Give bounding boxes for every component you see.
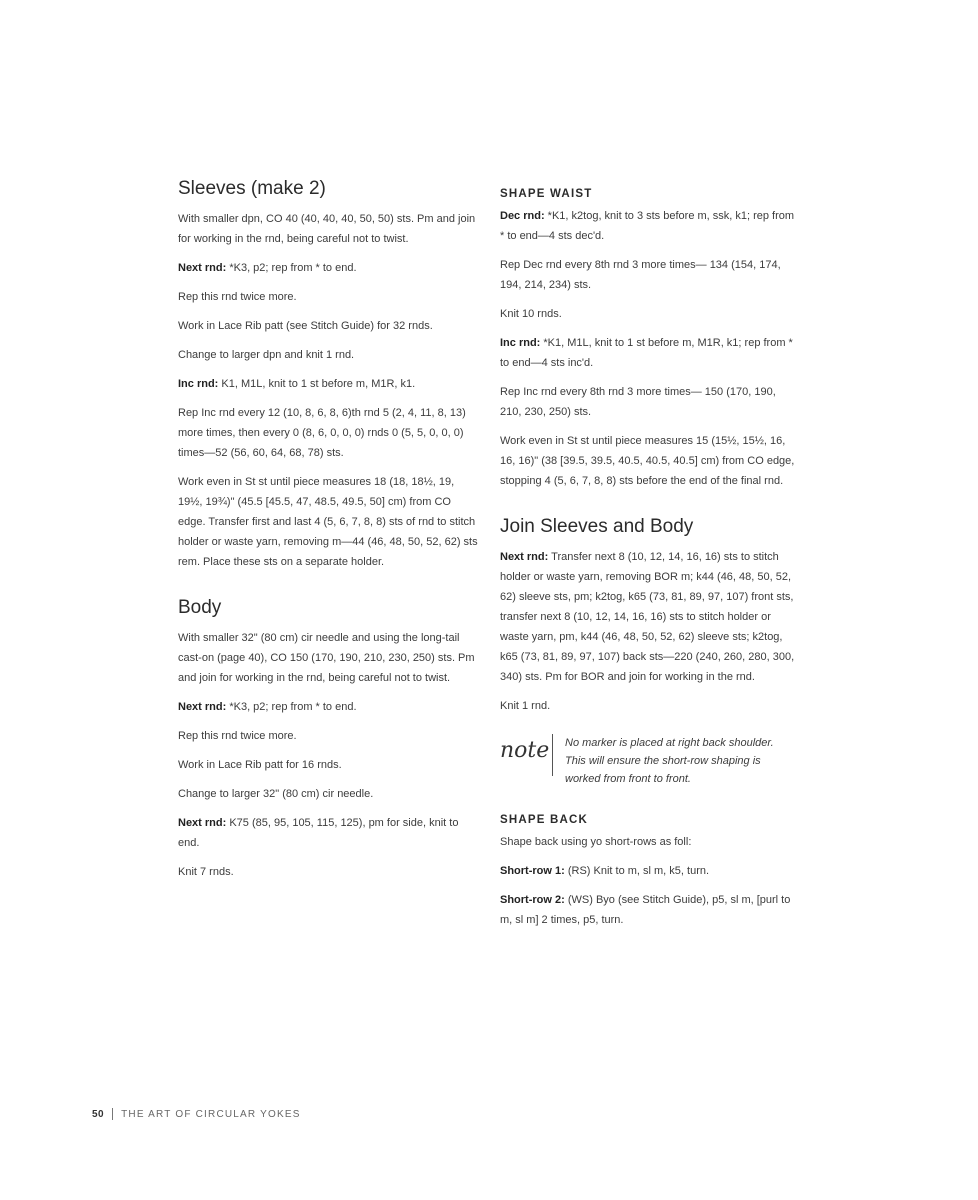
note-box: [500, 734, 800, 788]
waist-inc-rnd: [500, 333, 800, 373]
note-label: note: [500, 734, 553, 776]
text: Transfer next 8 (10, 12, 14, 16, 16) sts to stitch holder or waste yarn, removing BOR m; k44 (46, 48, 50, 52, 62) sleeve sts, pm; k2tog, k65 (73, 81, 89, 97, 107) front sts, transfer next 8 (10, 12, 14, 16, 16) sts to stitch holder or waste yarn, pm, k44 (46, 48, 50, 52, 62) sleeve sts; k2tog, k65 (73, 81, 89, 97, 107) back sts—220 (240, 260, 280, 300, 340) sts. Pm for BOR and join for working in the rnd.: [500, 550, 795, 683]
label: Next rnd:: [178, 261, 227, 274]
body-next-rnd: [178, 697, 478, 717]
body-heading: Body: [178, 596, 222, 618]
text: *K3, p2; rep from * to end.: [226, 700, 357, 713]
join-next-rnd: [500, 547, 800, 687]
sleeves-work-even: Work even in St st until piece measures 18 (18, 18½, 19, 19½, 19¾)" (45.5 [45.5, 47, 48.5, 49.5, 50] cm) from CO edge. Transfer first and last 4 (5, 6, 7, 8, 8) sts of rnd to stitch holder or waste yarn, removing m—44 (46, 48, 50, 52, 62) sts rem. Place these sts on a separate holder.: [178, 475, 478, 568]
back-short-row-1: [500, 861, 800, 881]
text: *K3, p2; rep from * to end.: [226, 261, 357, 274]
text: (WS) Byo (see Stitch Guide), p5, sl m, [purl to m, sl m] 2 times, p5, turn.: [500, 893, 791, 926]
sleeves-lace-rib: Work in Lace Rib patt (see Stitch Guide) for 32 rnds.: [178, 319, 433, 332]
body-repeat: Rep this rnd twice more.: [178, 729, 297, 742]
note-text: No marker is placed at right back shoulder. This will ensure the short-row shaping is worked from front to front.: [565, 736, 774, 785]
label: Inc rnd:: [500, 337, 541, 349]
text: *K1, k2tog, knit to 3 sts before m, ssk, k1; rep from * to end—4 sts dec'd.: [500, 210, 795, 242]
waist-dec-rnd: [500, 206, 800, 246]
body-next-rnd-side: [178, 813, 478, 853]
label: Next rnd:: [500, 550, 549, 563]
text: K1, M1L, knit to 1 st before m, M1R, k1.: [218, 377, 416, 390]
sleeves-rep-inc: Rep Inc rnd every 12 (10, 8, 6, 8, 6)th rnd 5 (2, 4, 11, 8, 13) more times, then every 0 (8, 6, 0, 0, 0) rnds 0 (5, 5, 0, 0, 0) times—52 (56, 60, 64, 68, 78) sts.: [178, 406, 466, 459]
back-short-row-2: [500, 890, 800, 930]
book-title: THE ART OF CIRCULAR YOKES: [121, 1108, 301, 1120]
back-intro: Shape back using yo short-rows as foll:: [500, 835, 692, 848]
sleeves-change-needle: Change to larger dpn and knit 1 rnd.: [178, 348, 355, 361]
shape-back-heading: SHAPE BACK: [500, 813, 589, 826]
text: *K1, M1L, knit to 1 st before m, M1R, k1; rep from * to end—4 sts inc'd.: [500, 337, 793, 369]
label: Next rnd:: [178, 700, 227, 713]
label: Short-row 1:: [500, 864, 565, 877]
right-column: [500, 188, 800, 939]
waist-knit-rnds: Knit 10 rnds.: [500, 308, 562, 320]
sleeves-next-rnd: [178, 258, 478, 278]
text: K75 (85, 95, 105, 115, 125), pm for side, knit to end.: [178, 816, 459, 849]
label: Short-row 2:: [500, 893, 565, 906]
sleeves-heading: Sleeves (make 2): [178, 178, 326, 199]
footer-divider: [112, 1108, 113, 1120]
label: Inc rnd:: [178, 377, 219, 390]
label: Dec rnd:: [500, 210, 545, 222]
join-knit-rnd: Knit 1 rnd.: [500, 699, 551, 712]
sleeves-repeat: Rep this rnd twice more.: [178, 290, 297, 303]
label: Next rnd:: [178, 816, 227, 829]
left-column: [178, 178, 478, 891]
shape-waist-heading: SHAPE WAIST: [500, 188, 593, 200]
page-number: 50: [92, 1108, 105, 1120]
body-cast-on: With smaller 32" (80 cm) cir needle and using the long-tail cast-on (page 40), CO 150 (170, 190, 210, 230, 250) sts. Pm and join for working in the rnd, being careful not to twist.: [178, 631, 475, 684]
waist-work-even: Work even in St st until piece measures 15 (15½, 15½, 16, 16, 16)" (38 [39.5, 39.5, 40.5, 40.5, 40.5] cm) from CO edge, stopping 4 (5, 6, 7, 8, 8) sts before the end of the final rnd.: [500, 435, 795, 487]
text: (RS) Knit to m, sl m, k5, turn.: [564, 864, 710, 877]
body-change-needle: Change to larger 32" (80 cm) cir needle.: [178, 787, 374, 800]
page-footer: [92, 1108, 301, 1120]
sleeves-cast-on: With smaller dpn, CO 40 (40, 40, 40, 50, 50) sts. Pm and join for working in the rnd, being careful not to twist.: [178, 212, 476, 245]
waist-rep-dec: Rep Dec rnd every 8th rnd 3 more times— 134 (154, 174, 194, 214, 234) sts.: [500, 259, 781, 291]
sleeves-inc-rnd: [178, 374, 478, 394]
waist-rep-inc: Rep Inc rnd every 8th rnd 3 more times— 150 (170, 190, 210, 230, 250) sts.: [500, 386, 776, 418]
body-lace-rib: Work in Lace Rib patt for 16 rnds.: [178, 758, 342, 771]
body-knit-rnds: Knit 7 rnds.: [178, 865, 234, 878]
join-heading: Join Sleeves and Body: [500, 516, 694, 537]
